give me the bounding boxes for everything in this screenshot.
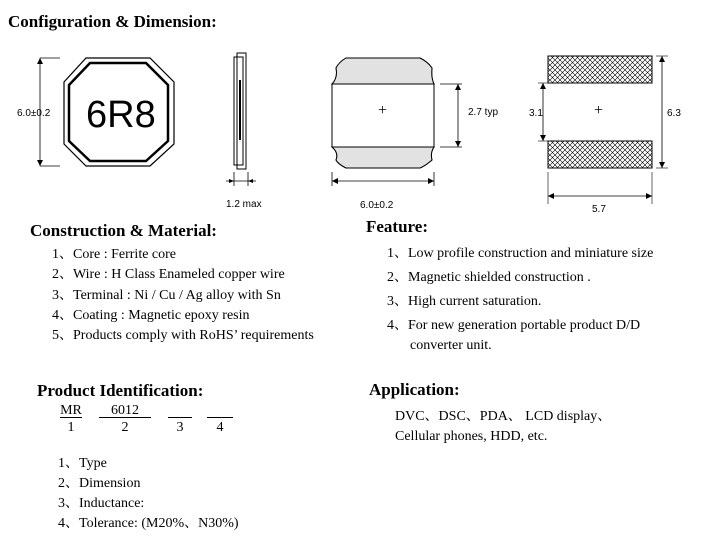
feature-item: 3、High current saturation. [387,294,542,309]
construction-item: 2、Wire : H Class Enameled copper wire [52,267,285,282]
center-mark: + [378,102,388,119]
page-title: Configuration & Dimension: [8,12,217,31]
code-field: MR [60,403,82,418]
dim-pad-width-label: 5.7 [592,204,606,215]
application-line: DVC、DSC、PDA、 LCD display、 [395,409,612,424]
code-underline [60,417,82,418]
construction-item: 4、Coating : Magnetic epoxy resin [52,308,250,323]
construction-item: 5、Products comply with RoHS’ requirements [52,328,314,343]
part-marking: 6R8 [86,94,156,136]
dim-band-label: 2.7 typ [468,107,499,118]
dim-height-label: 6.0±0.2 [17,108,51,119]
product-id-item: 1、Type [58,456,107,471]
code-number: 3 [176,420,184,435]
dim-width-label: 6.0±0.2 [360,200,394,211]
feature-item: 1、Low profile construction and miniature size [387,246,654,261]
code-underline [207,417,233,418]
code-number: 2 [121,420,129,435]
feature-heading: Feature: [366,217,428,236]
code-underline [168,417,192,418]
code-number: 1 [67,420,75,435]
feature-item: converter unit. [410,338,492,353]
code-underline [99,417,151,418]
product-id-item: 3、Inductance: [58,496,145,511]
product-id-item: 2、Dimension [58,476,141,491]
pad-layout [538,56,668,204]
construction-item: 1、Core : Ferrite core [52,247,177,262]
application-line: Cellular phones, HDD, etc. [395,429,548,444]
dim-thickness-label: 1.2 max [226,199,262,210]
product-id-heading: Product Identification: [37,381,204,400]
feature-item: 4、For new generation portable product D/D [387,318,641,333]
dim-pad-total-label: 6.3 [667,108,681,119]
pad-center-mark: + [594,102,604,119]
product-id-item: 4、Tolerance: (M20%、N30%) [58,516,239,531]
side-view [226,53,256,186]
construction-item: 3、Terminal : Ni / Cu / Ag alloy with Sn [52,288,281,303]
construction-heading: Construction & Material: [30,221,217,240]
application-heading: Application: [369,380,460,399]
front-view [332,58,462,186]
code-field: 6012 [111,403,139,418]
code-number: 4 [216,420,224,435]
dim-pad-gap-label: 3.1 [529,108,543,119]
feature-item: 2、Magnetic shielded construction . [387,270,591,285]
